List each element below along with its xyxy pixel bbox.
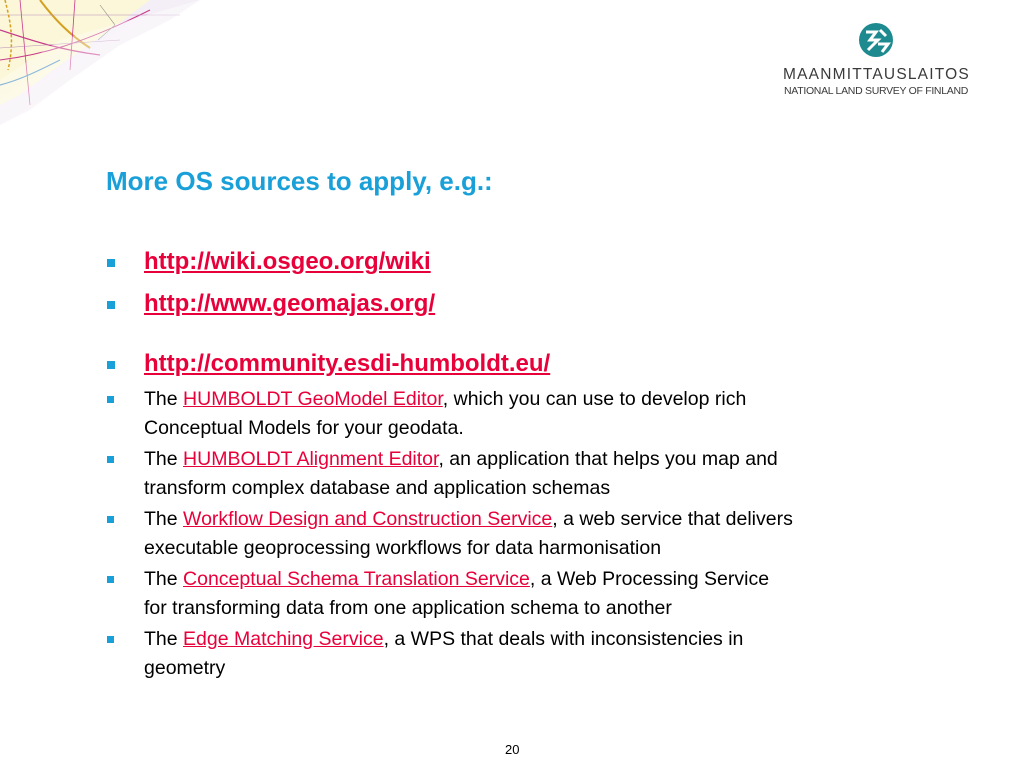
link-alignment-editor[interactable]: HUMBOLDT Alignment Editor [183,448,439,470]
link-workflow-design-service[interactable]: Workflow Design and Construction Service [183,508,553,530]
bullet-square-icon [107,301,115,309]
link-esdi-humboldt[interactable]: http://community.esdi-humboldt.eu/ [144,350,551,377]
bullet-square-icon [107,516,114,523]
tool-list-item: The HUMBOLDT GeoModel Editor, which you can use to develop rich Conceptual Models for your geodata. [107,385,907,443]
page-number: 20 [505,742,520,757]
link-geomajas[interactable]: http://www.geomajas.org/ [144,290,436,317]
organization-name-english: NATIONAL LAND SURVEY OF FINLAND [784,85,969,97]
tool-list-item: The Conceptual Schema Translation Service, a Web Processing Service for transforming data from one application schema to another [107,565,907,623]
bullet-square-icon [107,259,115,267]
link-osgeo-wiki[interactable]: http://wiki.osgeo.org/wiki [144,248,431,275]
tool-list-item: The Workflow Design and Construction Service, a web service that delivers executable geoprocessing workflows for data harmonisation [107,505,907,563]
link-geomodel-editor[interactable]: HUMBOLDT GeoModel Editor [183,388,443,410]
slide-title: More OS sources to apply, e.g.: [106,166,493,196]
organization-name-finnish: MAANMITTAUSLAITOS [783,66,970,83]
tool-list-item: The HUMBOLDT Alignment Editor, an application that helps you map and transform complex database and application schemas [107,445,907,503]
link-edge-matching-service[interactable]: Edge Matching Service [183,628,384,650]
nls-globe-icon [858,22,894,58]
bullet-square-icon [107,576,114,583]
bullet-square-icon [107,361,115,369]
bullet-square-icon [107,636,114,643]
organization-logo [783,22,983,102]
link-schema-translation-service[interactable]: Conceptual Schema Translation Service [183,568,530,590]
bullet-square-icon [107,396,114,403]
map-fragment-decoration [0,0,200,125]
bullet-square-icon [107,456,114,463]
tool-list-item: The Edge Matching Service, a WPS that deals with inconsistencies in geometry [107,625,907,683]
